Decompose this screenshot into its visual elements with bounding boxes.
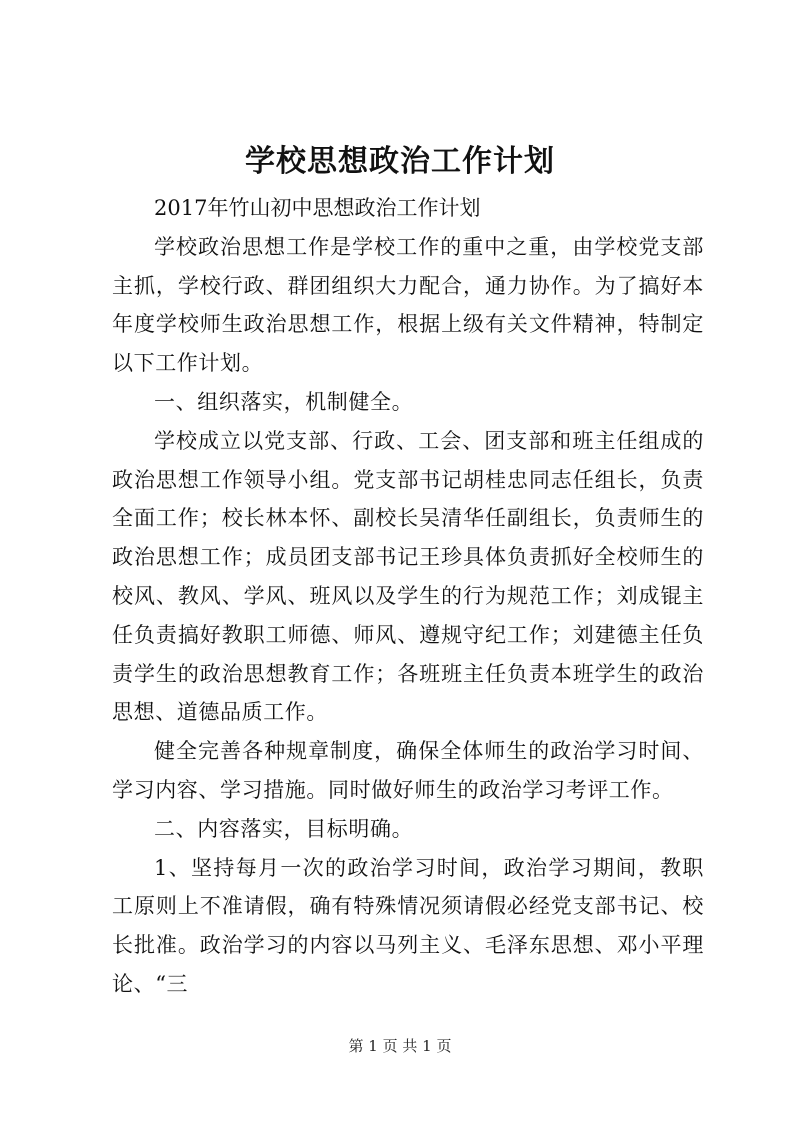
paragraph-study-time: 1、坚持每月一次的政治学习时间，政治学习期间，教职工原则上不准请假，确有特殊情况须请假必经党支部书记、校长批准。政治学习的内容以马列主义、毛泽东思想、邓小平理论、“三 bbox=[112, 855, 704, 996]
paragraph-organization: 学校成立以党支部、行政、工会、团支部和班主任组成的政治思想工作领导小组。党支部书记胡桂忠同志任组长，负责全面工作；校长林本怀、副校长吴清华任副组长，负责师生的政治思想工作；成员团支部书记王珍具体负责抓好全校师生的校风、教风、学风、班风以及学生的行为规范工作；刘成锟主任负责搞好教职工师德、师风、遵规守纪工作；刘建德主任负责学生的政治思想教育工作；各班班主任负责本班学生的政治思想、道德品质工作。 bbox=[112, 428, 704, 725]
section-heading-1: 一、组织落实，机制健全。 bbox=[154, 389, 414, 414]
document-subtitle: 2017年竹山初中思想政治工作计划 bbox=[154, 196, 481, 220]
document-body bbox=[112, 189, 704, 1004]
paragraph-regulations: 健全完善各种规章制度，确保全体师生的政治学习时间、学习内容、学习措施。同时做好师生的政治学习考评工作。 bbox=[112, 739, 704, 802]
page-footer: 第 1 页 共 1 页 bbox=[348, 1037, 452, 1055]
paragraph-intro: 学校政治思想工作是学校工作的重中之重，由学校党支部主抓，学校行政、群团组织大力配合，通力协作。为了搞好本年度学校师生政治思想工作，根据上级有关文件精神，特制定以下工作计划。 bbox=[112, 234, 704, 376]
section-heading-2: 二、内容落实，目标明确。 bbox=[154, 816, 414, 841]
document-title: 学校思想政治工作计划 bbox=[245, 144, 555, 179]
